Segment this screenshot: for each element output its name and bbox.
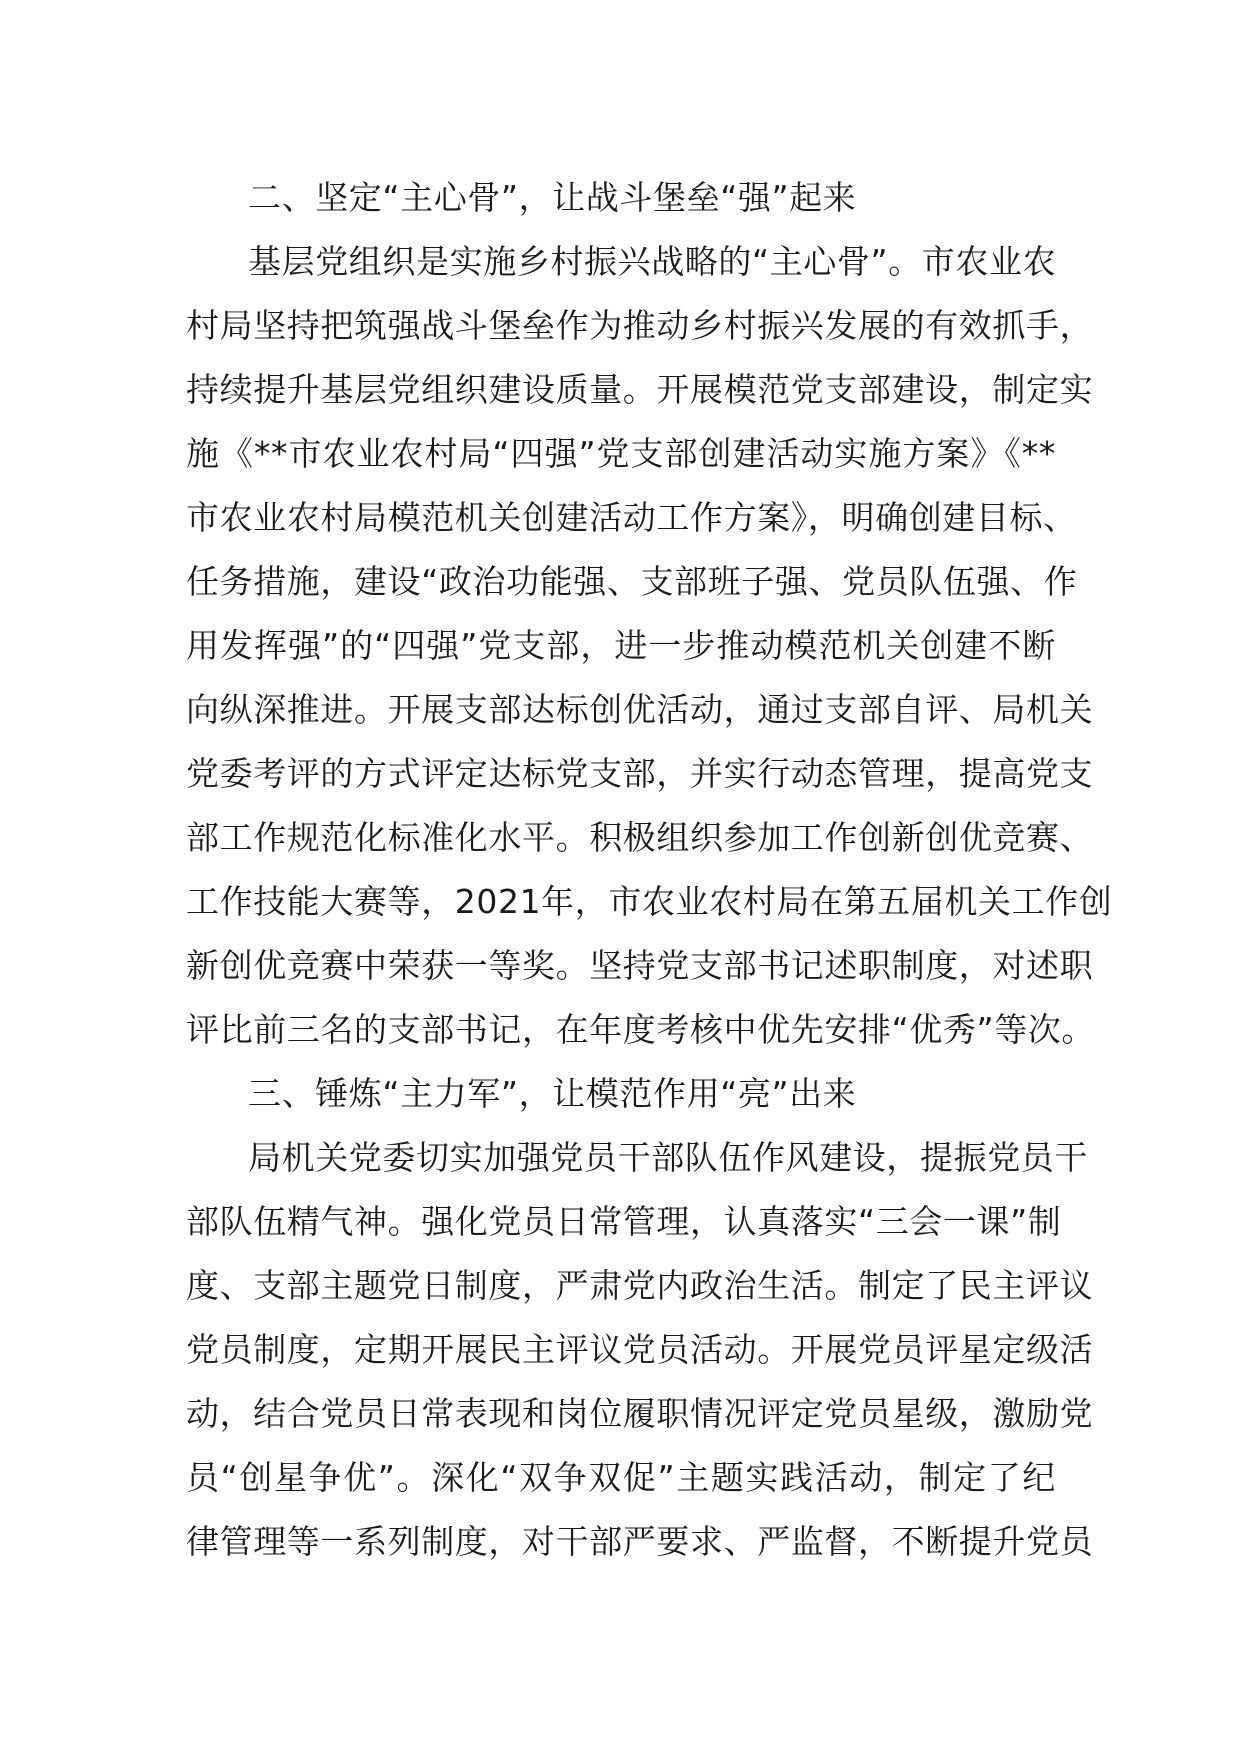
paragraph-line: 工作技能大赛等，2021年，市农业农村局在第五届机关工作创 bbox=[186, 882, 1113, 921]
paragraph-line: 施《**市农业农村局“四强”党支部创建活动实施方案》《** bbox=[186, 434, 1056, 473]
paragraph-line: 员“创星争优”。深化“双争双促”主题实践活动，制定了纪 bbox=[186, 1458, 1056, 1497]
paragraph-line: 用发挥强”的“四强”党支部，进一步推动模范机关创建不断 bbox=[186, 626, 1056, 665]
paragraph-line: 动，结合党员日常表现和岗位履职情况评定党员星级，激励党 bbox=[186, 1394, 1094, 1433]
section-2-paragraph bbox=[186, 230, 1113, 1062]
paragraph-line: 党委考评的方式评定达标党支部，并实行动态管理，提高党支 bbox=[186, 754, 1094, 793]
paragraph-line: 律管理等一系列制度，对干部严要求、严监督，不断提升党员 bbox=[186, 1522, 1094, 1561]
paragraph-line: 任务措施，建设“政治功能强、支部班子强、党员队伍强、作 bbox=[186, 562, 1078, 601]
section-3-paragraph bbox=[186, 1126, 1094, 1574]
paragraph-line: 新创优竞赛中荣获一等奖。坚持党支部书记述职制度，对述职 bbox=[186, 946, 1094, 985]
section-heading-3: 三、锤炼“主力军”，让模范作用“亮”出来 bbox=[248, 1074, 857, 1113]
paragraph-line: 党员制度，定期开展民主评议党员活动。开展党员评星定级活 bbox=[186, 1330, 1094, 1369]
paragraph-line: 部队伍精气神。强化党员日常管理，认真落实“三会一课”制 bbox=[186, 1202, 1062, 1241]
document-body bbox=[186, 166, 1113, 1574]
paragraph-line: 局机关党委切实加强党员干部队伍作风建设，提振党员干 bbox=[248, 1138, 1088, 1177]
paragraph-line: 向纵深推进。开展支部达标创优活动，通过支部自评、局机关 bbox=[186, 690, 1094, 729]
paragraph-line: 村局坚持把筑强战斗堡垒作为推动乡村振兴发展的有效抓手， bbox=[186, 306, 1094, 345]
paragraph-line: 市农业农村局模范机关创建活动工作方案》，明确创建目标、 bbox=[186, 498, 1077, 537]
paragraph-line: 持续提升基层党组织建设质量。开展模范党支部建设，制定实 bbox=[186, 370, 1094, 409]
paragraph-line: 基层党组织是实施乡村振兴战略的“主心骨”。市农业农 bbox=[248, 242, 1057, 281]
section-heading-2: 二、坚定“主心骨”，让战斗堡垒“强”起来 bbox=[248, 178, 857, 217]
paragraph-line: 度、支部主题党日制度，严肃党内政治生活。制定了民主评议 bbox=[186, 1266, 1094, 1305]
paragraph-line: 评比前三名的支部书记，在年度考核中优先安排“优秀”等次。 bbox=[186, 1010, 1095, 1049]
paragraph-line: 部工作规范化标准化水平。积极组织参加工作创新创优竞赛、 bbox=[186, 818, 1094, 857]
